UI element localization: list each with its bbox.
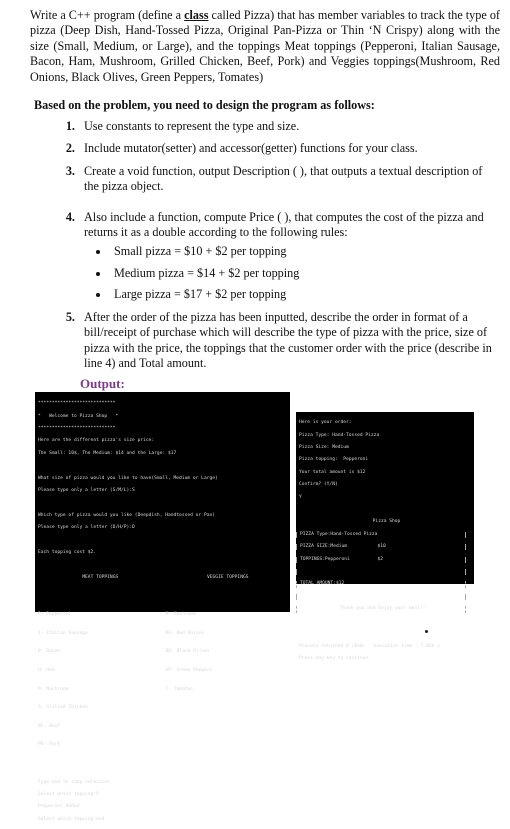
price-rule: • Small pizza = $10 + $2 per topping — [110, 244, 500, 259]
receipt-title: Pizza Shop — [372, 519, 401, 525]
requirement-item: 5. After the order of the pizza has been inputted, describe the order in format of a bill/receipt of purchase which will describe the type of pizza with the price, size of pizza with the price, the toppings that the customer order with the price (describe in line 4) and Total amount. — [78, 310, 500, 372]
requirements-list — [30, 119, 500, 371]
output-label: Output: — [80, 376, 125, 392]
stray-dot — [425, 630, 428, 633]
meat-toppings-list: P- Pepperoni I- Itallan Sausage B- Bacon H- Ham M- Mushroom G- Grilled Chicken BF- Beef PK- Pork — [38, 612, 88, 748]
price-rules-list — [84, 244, 500, 302]
console-output-left: **************************** * Welcome to Pizza Shop * **************************** Here are the different pizza's size price: The Small: 10$, The Medium: $14 and the Large: $17 What size of pizza would you like to have(Small, Medium or Large) Please type only a letter (S/M/L):S Which type of pizza would you like (Deepdish, Handtossed or Pan) Please type only a letter (D/H/P):D Each topping cost $2. MEAT TOPPINGS VEGGIE TOPPINGS P- Pepperoni I- Itallan Sausage B- Bacon H- Ham M- Mushroom G- Grilled Chicken BF- Beef PK- Pork M- Mushroom RO- Red Onions BO- Black Olives GP- Green Peppers T- Tomates Type end to stop selection Select which topping:P Pepperoni Added Select which topping:end — [35, 392, 290, 612]
receipt-total: TOTAL AMOUNT:$12 — [296, 581, 466, 587]
requirement-item: 4. Also include a function, compute Price ( ), that computes the cost of the pizza and returns it as a double according to the following rules: • Small pizza = $10 + $2 per topping • Medium pizza = $14 + $2 per topping • Large pizza = $17 + $2 per topping — [78, 210, 500, 303]
receipt-thanks: Thank you and Enjoy your meal!! — [296, 606, 466, 612]
requirement-item: 2. Include mutator(setter) and accessor(getter) functions for your class. — [78, 141, 500, 156]
receipt-size: PIZZA SIZE:Medium $10 — [296, 544, 466, 550]
requirement-item: 3. Create a void function, output Description ( ), that outputs a textual description of the pizza object. — [78, 164, 500, 195]
section-heading: Based on the problem, you need to design the program as follows: — [34, 98, 375, 113]
console-output-right: Here is your order: Pizza Type: Hand-Tossed Pizza Pizza Size: Medium Pizza topping: Pepperoni Your total amount is $12 Confirm? (Y/N) Y Pizza Shop PIZZA Type:Hand-Tossed Pizza PIZZA SIZE:Medium $10 TOPPINGS:Pepperoni $2 TOTAL AMOUNT:$12 Thank you and Enjoy your meal!! Process returned 0 (0x0) execution time : 7.826 s Press any key to continue. — [296, 412, 474, 584]
receipt-toppings: TOPPINGS:Pepperoni $2 — [296, 557, 466, 563]
document-body — [30, 8, 500, 392]
veggie-toppings-list: M- Mushroom RO- Red Onions BO- Black Olives GP- Green Peppers T- Tomates — [165, 612, 213, 692]
problem-statement: Write a C++ program (define a class called Pizza) that has member variables to track the type of pizza (Deep Dish, Hand-Tossed Pizza, Original Pan-Pizza or Thin ‘N Crispy) along with the size (Small, Medium, or Large), and the toppings Meat toppings (Pepperoni, Italian Sausage, Bacon, Ham, Mushroom, Grilled Chicken, Beef, Pork) and Veggies toppings(Mushroom, Red Onions, Black Olives, Green Peppers, Tomates) — [30, 8, 500, 84]
receipt-type: PIZZA Type:Hand-Tossed Pizza — [296, 532, 466, 538]
topping-columns — [35, 600, 290, 761]
class-keyword: class — [184, 8, 209, 22]
price-rule: • Medium pizza = $14 + $2 per topping — [110, 266, 500, 281]
topping-headers: MEAT TOPPINGS VEGGIE TOPPINGS — [82, 574, 249, 580]
price-rule: • Large pizza = $17 + $2 per topping — [110, 287, 500, 302]
requirement-item: 1. Use constants to represent the type and size. — [78, 119, 500, 134]
